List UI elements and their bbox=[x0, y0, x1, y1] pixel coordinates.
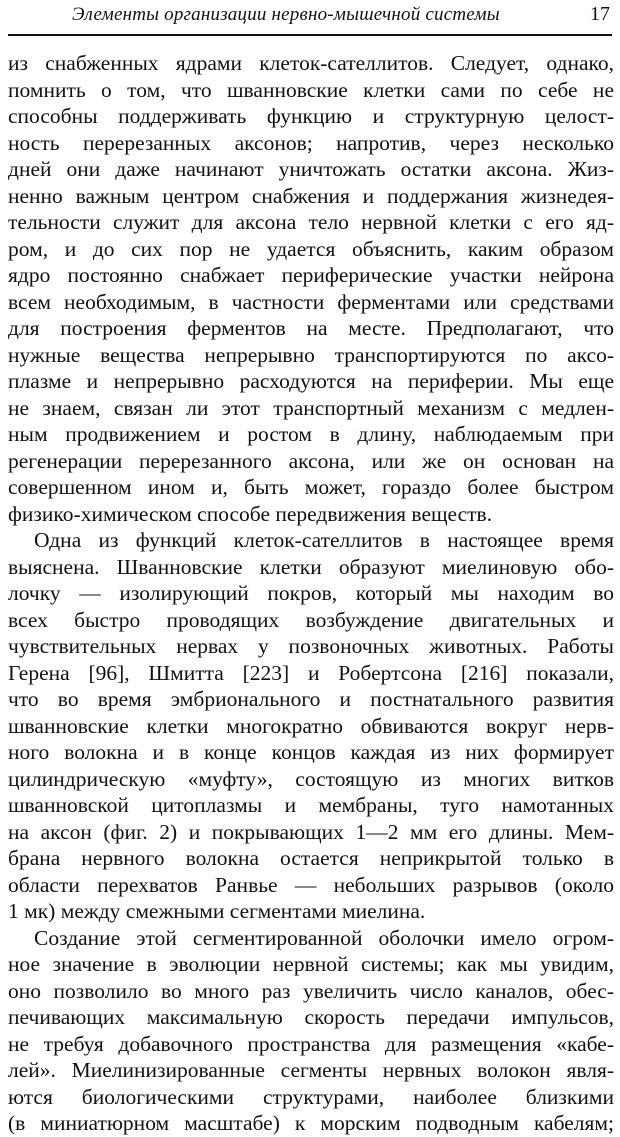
text-line: лочку — изолирующий покров, который мы находим во bbox=[8, 581, 614, 605]
text-line: совершенном ином и, быть может, гораздо более быстром bbox=[8, 475, 614, 499]
body-text bbox=[8, 50, 614, 1137]
text-line: брана нервного волокна остается неприкрытой только в bbox=[8, 846, 614, 870]
text-line: Одна из функций клеток-сателлитов в настоящее время bbox=[34, 528, 614, 552]
text-line: Создание этой сегментированной оболочки имело огром- bbox=[34, 925, 614, 950]
text-line: не требуя добавочного пространства для размещения «кабе- bbox=[8, 1031, 614, 1056]
text-line: ным продвижением и ростом в длину, наблюдаемым при bbox=[8, 422, 614, 446]
text-line: ром, и до сих пор не удается объяснить, каким образом bbox=[8, 236, 614, 261]
text-line: (в миниатюрном масштабе) к морским подводным кабелям; bbox=[8, 1111, 614, 1135]
text-line: нужные вещества непрерывно транспортируются по аксо- bbox=[8, 342, 614, 367]
text-line: ного волокна и в конце концов каждая из них формирует bbox=[8, 740, 614, 764]
paragraph-3 bbox=[8, 925, 614, 1137]
text-line: оно позволило во много раз увеличить число каналов, обес- bbox=[8, 978, 614, 1003]
paragraph-2 bbox=[8, 527, 614, 925]
text-line: ются биологическими структурами, наиболее близкими bbox=[8, 1084, 614, 1109]
text-line: печивающих максимальную скорость передачи импульсов, bbox=[8, 1005, 614, 1029]
text-line: шванновские клетки многократно обвиваются вокруг нерв- bbox=[8, 713, 614, 738]
text-line: чувствительных нервах у позвоночных животных. Работы bbox=[8, 634, 614, 658]
text-line: ненно важным центром снабжения и поддержания жизнедея- bbox=[8, 183, 614, 208]
text-line: Герена [96], Шмитта [223] и Робертсона [216] показали, bbox=[8, 660, 614, 685]
text-line: ность перерезанных аксонов; напротив, через несколько bbox=[8, 130, 614, 155]
text-line: помнить о том, что шванновские клетки сами по себе не bbox=[8, 77, 614, 102]
text-line: дней они даже начинают уничтожать остатки аксона. Жиз- bbox=[8, 157, 614, 181]
text-line: выяснена. Шванновские клетки образуют миелиновую обо- bbox=[8, 554, 614, 579]
text-line: на аксон (фиг. 2) и покрывающих 1—2 мм его длины. Мем- bbox=[8, 819, 614, 844]
text-line: 1 мк) между смежными сегментами миелина. bbox=[8, 899, 426, 923]
page-number: 17 bbox=[590, 3, 610, 25]
text-line: всем необходимым, в частности ферментами или средствами bbox=[8, 289, 614, 314]
text-line: тельности служит для аксона тело нервной клетки с его яд- bbox=[8, 210, 614, 234]
running-head: Элементы организации нервно-мышечной системы bbox=[72, 4, 500, 25]
text-line: способны поддерживать функцию и структурную целост- bbox=[8, 104, 614, 128]
text-line: цилиндрическую «муфту», состоящую из многих витков bbox=[8, 766, 614, 791]
text-line: что во время эмбрионального и постнатального развития bbox=[8, 687, 614, 711]
text-line: области перехватов Ранвье — небольших разрывов (около bbox=[8, 872, 614, 897]
paragraph-1 bbox=[8, 50, 614, 527]
text-line: лей». Миелинизированные сегменты нервных волокон явля- bbox=[8, 1058, 614, 1082]
text-line: шванновской цитоплазмы и мембраны, туго намотанных bbox=[8, 793, 614, 817]
text-line: плазме и непрерывно расходуются на периферии. Мы еще bbox=[8, 369, 614, 393]
text-line: ное значение в эволюции нервной системы; как мы увидим, bbox=[8, 952, 614, 976]
text-line: регенерации перерезанного аксона, или же он основан на bbox=[8, 448, 614, 473]
text-line: физико-химическом способе передвижения веществ. bbox=[8, 501, 493, 526]
text-line: из снабженных ядрами клеток-сателлитов. Следует, однако, bbox=[8, 51, 614, 75]
text-line: ядро постоянно снабжает периферические участки нейрона bbox=[8, 263, 614, 287]
text-line: не знаем, связан ли этот транспортный механизм с медлен- bbox=[8, 395, 614, 420]
header-rule bbox=[8, 34, 612, 36]
text-line: всех быстро проводящих возбуждение двигательных и bbox=[8, 607, 614, 632]
text-line: для построения ферментов на месте. Предполагают, что bbox=[8, 316, 614, 340]
